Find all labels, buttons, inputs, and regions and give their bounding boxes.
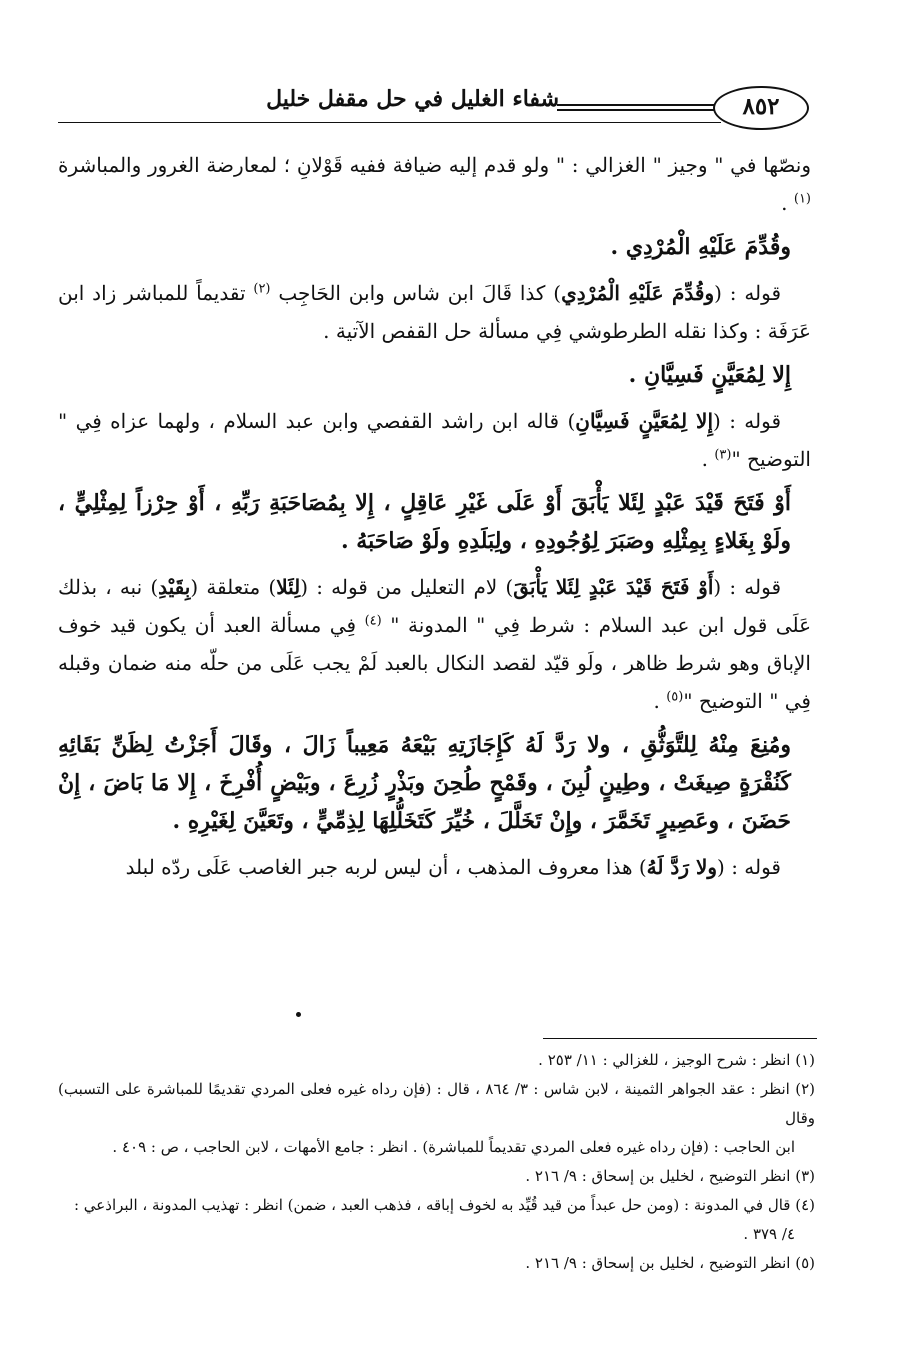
footnote-ref-4: (٤) (364, 613, 382, 629)
running-title: شفاء الغليل في حل مقفل خليل (266, 86, 559, 112)
footnote-1: (١) انظر : شرح الوجيز ، للغزالي : ١١/ ٢٥٣ . (538, 1051, 815, 1069)
paragraph-text: قوله : ( (713, 575, 782, 599)
quoted-matn: ولا رَدَّ لَهُ (646, 855, 718, 879)
footnote-ref-1: (١) (793, 191, 811, 207)
paragraph-5 (58, 848, 811, 886)
paragraph-1 (58, 146, 811, 222)
paragraph-text: ) هذا معروف المذهب ، أن ليس لربه جبر الغاصب عَلَى ردّه لبلد (125, 855, 647, 879)
quoted-matn: لِئَلا (276, 575, 301, 599)
quoted-matn: إِلا لِمُعَيَّنٍ فَسِيَّانِ (575, 409, 714, 433)
paragraph-text: ) لام التعليل من قوله : ( (300, 575, 514, 599)
paragraph-text: قوله : ( (717, 855, 781, 879)
footnote-separator (543, 1038, 817, 1039)
paragraph-end: . (701, 447, 708, 471)
footnote-2-continued: ابن الحاجب : (فإن رداه غيره فعلى المردي تقديماً للمباشرة) . انظر : جامع الأمهات ، لابن الحاجب ، ص : ٤٠٩ . (112, 1138, 795, 1156)
footnote-5: (٥) انظر التوضيح ، لخليل بن إسحاق : ٩/ ٢١٦ . (525, 1254, 815, 1272)
quoted-matn: أَوْ فَتَحَ قَيْدَ عَبْدٍ لِئَلا يَأْبَقَ (513, 575, 714, 599)
matn-line-1: وقُدِّمَ عَلَيْهِ الْمُرْدِي . (610, 234, 791, 260)
paragraph-text: ) كذا قَالَ ابن شاس وابن الحَاجِب (278, 281, 562, 305)
paragraph-text: فِي مسألة العبد أن يكون قيد خوف الإباق وهو شرط ظاهر ، ولَو قيّد لقصد النكال بالعبد لَمْ يجب عَلَى من حلّه منه ضمان وقبله فِي " التوضيح " (58, 613, 811, 713)
paragraph-text: ونصّها في " وجيز " الغزالي : " ولو قدم إليه ضيافة ففيه قَوْلانِ ؛ لمعارضة الغرور والمباشرة (58, 153, 811, 177)
header-double-rule (557, 104, 721, 111)
matn-line-2: إِلا لِمُعَيَّنٍ فَسِيَّانِ . (628, 362, 791, 388)
main-text (58, 146, 811, 892)
ink-dot (296, 1012, 301, 1017)
paragraph-text: تقديماً للمباشر زاد ابن عَرَفَة : وكذا نقله الطرطوشي فِي مسألة حل القفص الآتية . (58, 281, 811, 343)
paragraph-text: ) قاله ابن راشد القفصي وابن عبد السلام ، ولهما عزاه فِي " التوضيح " (58, 409, 811, 471)
paragraph-text: ) متعلقة ( (190, 575, 277, 599)
page-number: ٨٥٢ (713, 86, 809, 130)
quoted-matn: بِقَيْدِ (158, 575, 191, 599)
matn-line-4: ومُنِعَ مِنْهُ لِلتَّوَثُّقِ ، ولا رَدَّ لَهُ كَإِجَازَتِهِ بَيْعَهُ مَعِيباً زَالَ ، وقَالَ أَجَزْتُ لِظَنِّ بَقَائِهِ كَنُقْرَةٍ صِيغَتْ ، وطِينٍ لُبِنَ ، وقَمْحٍ طُحِنَ وبَذْرٍ زُرِعَ ، وبَيْضٍ أُفْرِخَ ، إِلا مَا بَاضَ ، إِنْ حَضَنَ ، وعَصِيرٍ تَخَمَّرَ ، وإِنْ تَخَلَّلَ ، خُيِّرَ كَتَخَلُّلِهَا لِذِمِّيٍّ ، وتَعَيَّنَ لِغَيْرِهِ . (58, 732, 791, 834)
paragraph-text: قوله : ( (713, 409, 782, 433)
footnote-3: (٣) انظر التوضيح ، لخليل بن إسحاق : ٩/ ٢١٦ . (525, 1167, 815, 1185)
footnote-4: (٤) قال في المدونة : (ومن حل عبداً من قيد قُيِّد به لخوف إباقه ، فذهب العبد ، ضمن) انظر : تهذيب المدونة ، البراذعي : (73, 1196, 815, 1214)
footnotes (58, 1046, 817, 1278)
footnote-ref-5: (٥) (666, 689, 684, 705)
paragraph-4 (58, 568, 811, 720)
paragraph-2 (58, 274, 811, 350)
paragraph-end: . (653, 689, 660, 713)
matn-line-3: أَوْ فَتَحَ قَيْدَ عَبْدٍ لِئَلا يَأْبَقَ أَوْ عَلَى غَيْرِ عَاقِلٍ ، إِلا بِمُصَاحَبَةِ رَبِّهِ ، أَوْ حِرْزاً لِمِثْلِيٍّ ، ولَوْ بِغَلاءٍ بِمِثْلِهِ وصَبَرَ لِوُجُودِهِ ، ولِبَلَدِهِ ولَوْ صَاحَبَهُ . (58, 490, 791, 554)
paragraph-text: قوله : ( (714, 281, 782, 305)
footnote-4-continued: ٤/ ٣٧٩ . (743, 1225, 795, 1243)
header-underline (58, 122, 721, 123)
quoted-matn: وقُدِّمَ عَلَيْهِ الْمُرْدِي (561, 281, 715, 305)
page-header (58, 80, 809, 128)
paragraph-end: . (781, 191, 788, 215)
paragraph-text: ) نبه ، بذلك عَلَى قول ابن عبد السلام : شرط فِي " المدونة " (58, 575, 812, 637)
footnote-2: (٢) انظر : عقد الجواهر الثمينة ، لابن شاس : ٣/ ٨٦٤ ، قال : (فإن رداه غيره فعلى المردي تقديمًا للمباشرة على التسبب) وقال (58, 1080, 815, 1127)
paragraph-3 (58, 402, 811, 478)
footnote-ref-3: (٣) (714, 447, 732, 463)
footnote-ref-2: (٢) (253, 281, 271, 297)
